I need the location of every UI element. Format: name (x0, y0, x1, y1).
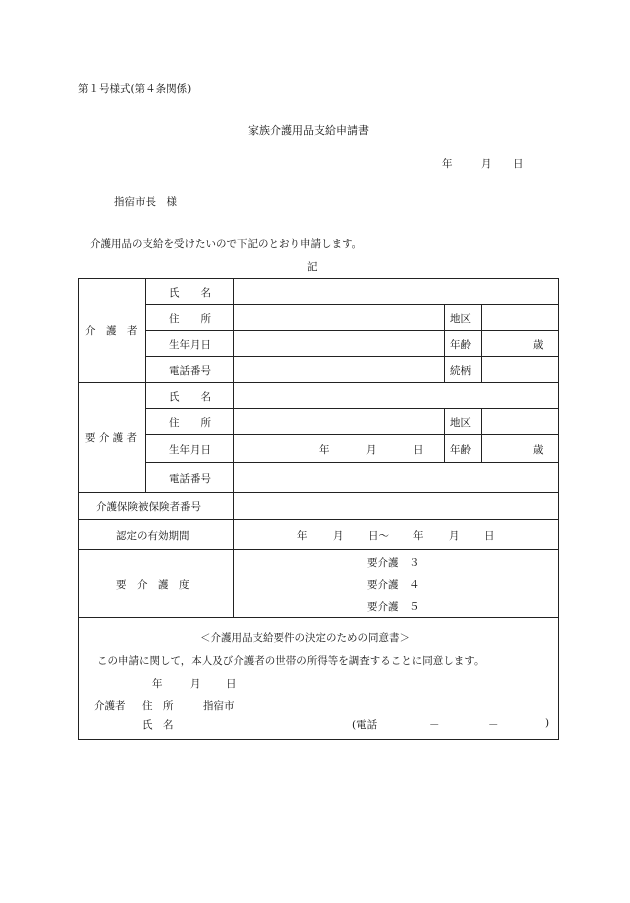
care-level-option-4: 要介護 ４ (367, 579, 420, 591)
care-level-option-5: 要介護 ５ (367, 601, 420, 613)
consent-address-value: 指宿市 (203, 700, 235, 712)
insurance-number-label: 介護保険被保険者番号 (96, 501, 201, 513)
application-form-table: 介 護 者 氏 名 住 所 生年月日 電話番号 地区 年齢 歳 続柄 要 介 護 者 氏 名 住 所 生年月日 年 月 日 電話番号 地区 年齢 歳 介護保険被保険者番号 認定の有効期間 年 月 日～ 年 月 日 要 介 護 度 要介護 ３ 要介護 ４ 要介護 ５ ＜介護用品支給要件の決定のための同意書＞ この申請に関して，本人及び介護者の世帯の所得等を調査することに同意します。 年 月 日 介護者 住 所 指宿市 氏 名 (電話 － － ) (78, 278, 559, 740)
caregiver-birthdate-label: 生年月日 (169, 339, 211, 351)
ki-label: 記 (307, 261, 318, 273)
form-number: 第１号様式(第４条関係) (78, 83, 192, 95)
consent-address-label: 住 所 (142, 700, 174, 712)
care-recipient-birth-year: 年 (319, 444, 330, 456)
date-month: 月 (481, 158, 492, 170)
care-recipient-phone-label: 電話番号 (169, 473, 211, 485)
care-recipient-birth-day: 日 (413, 444, 424, 456)
date-day: 日 (513, 158, 524, 170)
consent-caregiver-label: 介護者 (94, 700, 126, 712)
caregiver-age-label: 年齢 (450, 339, 471, 351)
consent-name-label: 氏 名 (142, 719, 174, 731)
date-year: 年 (442, 158, 453, 170)
caregiver-name-label: 氏 名 (169, 287, 211, 299)
certification-period-label: 認定の有効期間 (116, 530, 190, 542)
caregiver-age-unit: 歳 (533, 339, 544, 351)
care-recipient-birth-month: 月 (366, 444, 377, 456)
addressee: 指宿市長 様 (114, 196, 177, 208)
care-recipient-name-label: 氏 名 (169, 391, 211, 403)
caregiver-phone-label: 電話番号 (169, 365, 211, 377)
caregiver-district-label: 地区 (450, 313, 471, 325)
care-level-label: 要 介 護 度 (116, 579, 190, 591)
page-title: 家族介護用品支給申請書 (248, 124, 369, 137)
care-recipient-birthdate-label: 生年月日 (169, 444, 211, 456)
caregiver-address-label: 住 所 (169, 313, 211, 325)
care-recipient-age-unit: 歳 (533, 444, 544, 456)
care-level-option-3: 要介護 ３ (367, 557, 420, 569)
care-recipient-age-label: 年齢 (450, 444, 471, 456)
care-recipient-group-label: 要 介 護 者 (85, 432, 138, 444)
intro-text: 介護用品の支給を受けたいので下記のとおり申請します。 (90, 238, 363, 250)
care-recipient-district-label: 地区 (450, 417, 471, 429)
consent-text: この申請に関して，本人及び介護者の世帯の所得等を調査することに同意します。 (97, 655, 485, 667)
care-recipient-address-label: 住 所 (169, 417, 211, 429)
caregiver-group-label: 介 護 者 (85, 325, 138, 337)
consent-heading: ＜介護用品支給要件の決定のための同意書＞ (200, 632, 410, 644)
caregiver-relation-label: 続柄 (450, 365, 471, 377)
